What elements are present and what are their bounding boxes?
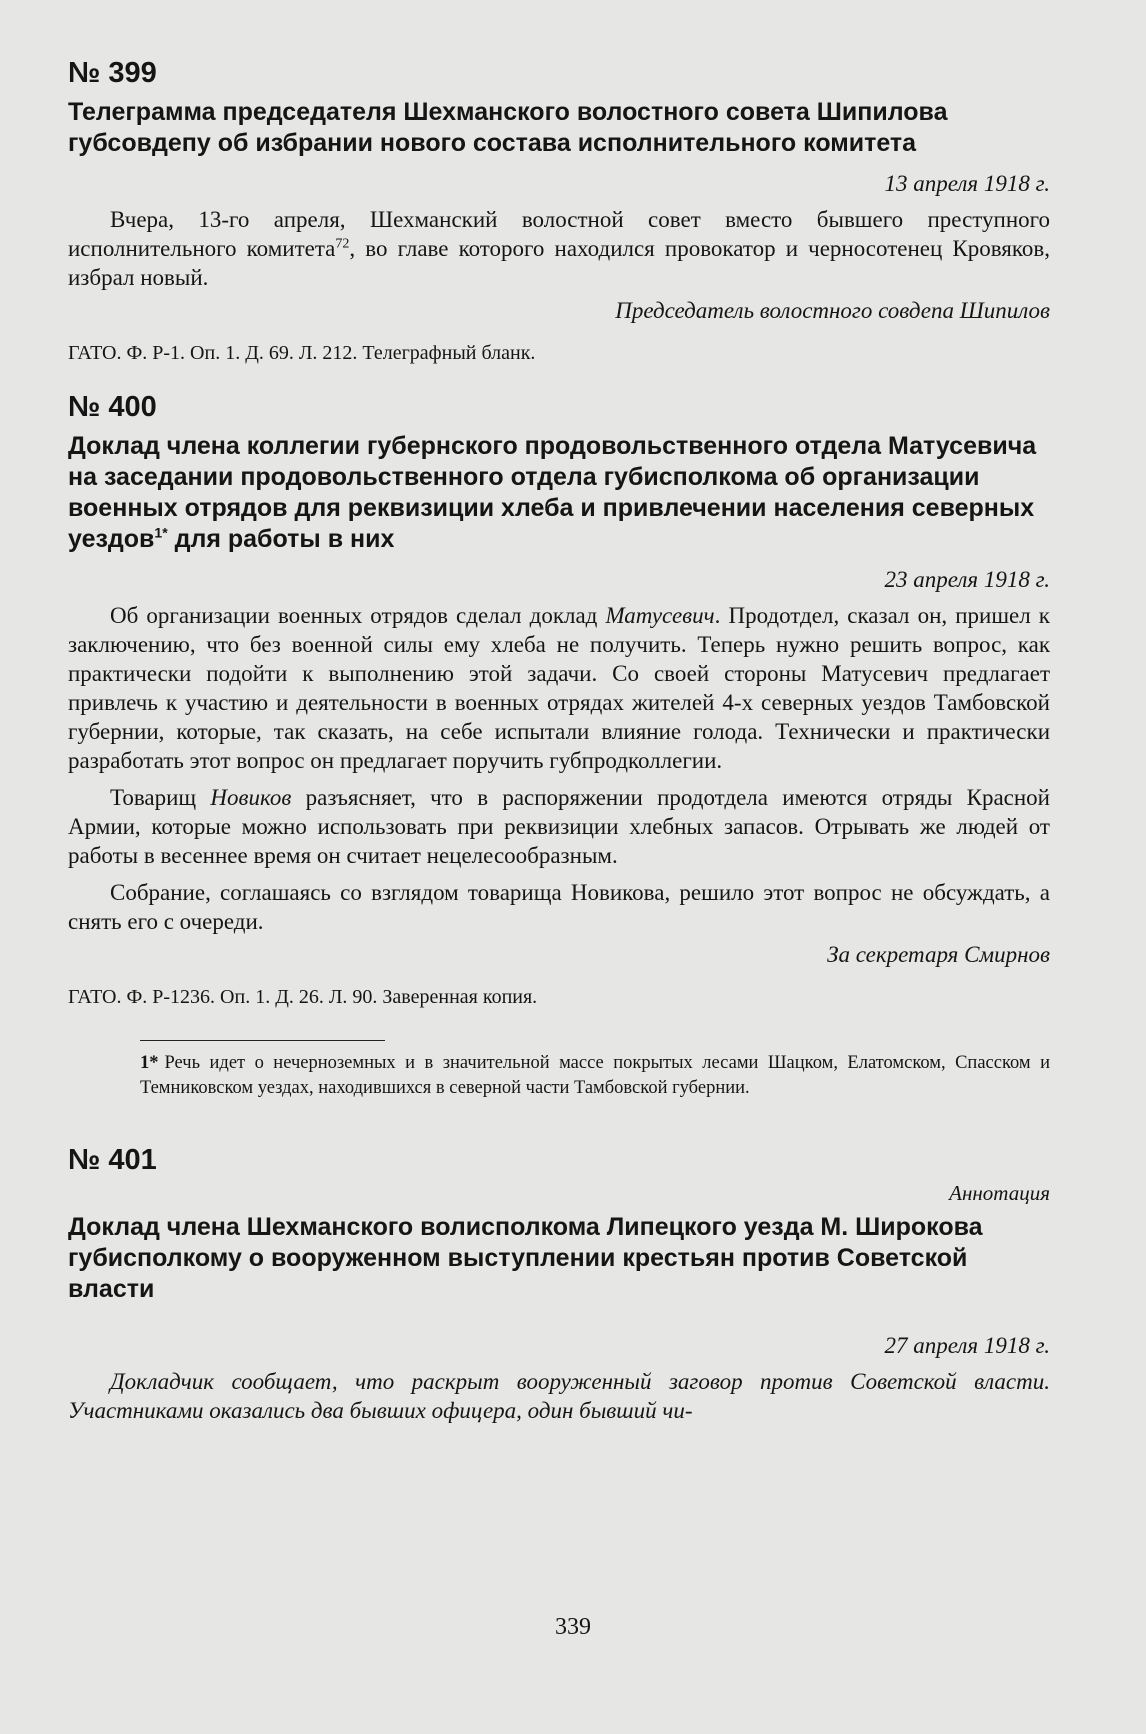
endnote-ref: 72 — [335, 236, 350, 252]
title-text: Доклад члена коллегии губернского продовольственного отдела Матусевича на заседании продовольственного отдела губисполкома об организации военных отрядов для реквизиции хлеба и привлечении населения северных уездов — [68, 431, 1037, 553]
document-title: Доклад члена Шехманского волисполкома Липецкого уезда М. Широкова губисполкому о вооруженном выступлении крестьян против Советской власти — [68, 1212, 983, 1303]
person-name: Матусевич — [605, 602, 715, 628]
document-title — [68, 431, 1050, 555]
page-number: 339 — [555, 1614, 591, 1640]
document-date: 13 апреля 1918 г. — [884, 170, 1050, 196]
document-number: № 400 — [68, 390, 157, 423]
body-paragraph — [68, 783, 1050, 870]
footnote-divider — [140, 1040, 385, 1041]
document-date: 23 апреля 1918 г. — [884, 566, 1050, 592]
archive-reference: ГАТО. Ф. Р-1236. Оп. 1. Д. 26. Л. 90. Заверенная копия. — [68, 985, 538, 1008]
document-401 — [68, 1145, 1050, 1425]
body-text: , во главе которого находился провокатор и черносотенец Кровяков, избрал новый. — [68, 235, 1050, 290]
footnote-text: Речь идет о нечерноземных и в значительной массе покрытых лесами Шацком, Елатомском, Спасском и Темниковском уездах, находившихся в северной части Тамбовской губернии. — [140, 1052, 1050, 1098]
body-paragraph — [68, 601, 1050, 775]
annotation-label: Аннотация — [949, 1180, 1050, 1205]
footnote — [68, 1051, 1050, 1101]
document-date: 27 апреля 1918 г. — [884, 1332, 1050, 1358]
body-text: Товарищ — [110, 784, 211, 810]
body-paragraph — [68, 205, 1050, 292]
body-text: Об организации военных отрядов сделал доклад — [110, 602, 606, 628]
body-paragraph: Собрание, соглашаясь со взглядом товарища Новикова, решило этот вопрос не обсуждать, а снять его с очереди. — [68, 879, 1050, 934]
footnote-mark: 1* — [140, 1052, 159, 1073]
person-name: Новиков — [210, 784, 292, 810]
body-text: Вчера, 13-го апреля, Шехманский волостной совет вместо бывшего преступного исполнительного комитета — [68, 206, 1050, 261]
signature: Председатель волостного совдепа Шипилов — [615, 297, 1050, 323]
document-number: № 401 — [68, 1143, 157, 1176]
document-title: Телеграмма председателя Шехманского волостного совета Шипилова губсовдепу об избрании нового состава исполнительного комитета — [68, 97, 948, 157]
annotation-text: Докладчик сообщает, что раскрыт вооруженный заговор против Советской власти. Участниками оказались два бывших офицера, один бывший чи- — [68, 1368, 1050, 1423]
document-399 — [68, 58, 1050, 366]
signature: За секретаря Смирнов — [827, 941, 1050, 967]
document-400 — [68, 392, 1050, 1101]
body-text: . Продотдел, сказал он, пришел к заключению, что без военной силы ему хлеба не получить. Теперь нужно решить вопрос, как практически подойти к выполнению этой задачи. Со своей стороны Матусевич предлагает привлечь к участию и деятельности в военных отрядах жителей 4-х северных уездов Тамбовской губернии, которые, так сказать, на себе испытали влияние голода. Технически и практически разработать этот вопрос он предлагает поручить губпродколлегии. — [68, 602, 1050, 773]
body-text: разъясняет, что в распоряжении продотдела имеются отряды Красной Армии, которые можно использовать при реквизиции хлебных запасов. Отрывать же людей от работы в весеннее время он считает нецелесообразным. — [68, 784, 1050, 868]
footnote-ref: 1* — [154, 524, 168, 541]
title-text: для работы в них — [167, 524, 395, 553]
document-number: № 399 — [68, 57, 157, 89]
archive-reference: ГАТО. Ф. Р-1. Оп. 1. Д. 69. Л. 212. Телеграфный бланк. — [68, 341, 536, 364]
